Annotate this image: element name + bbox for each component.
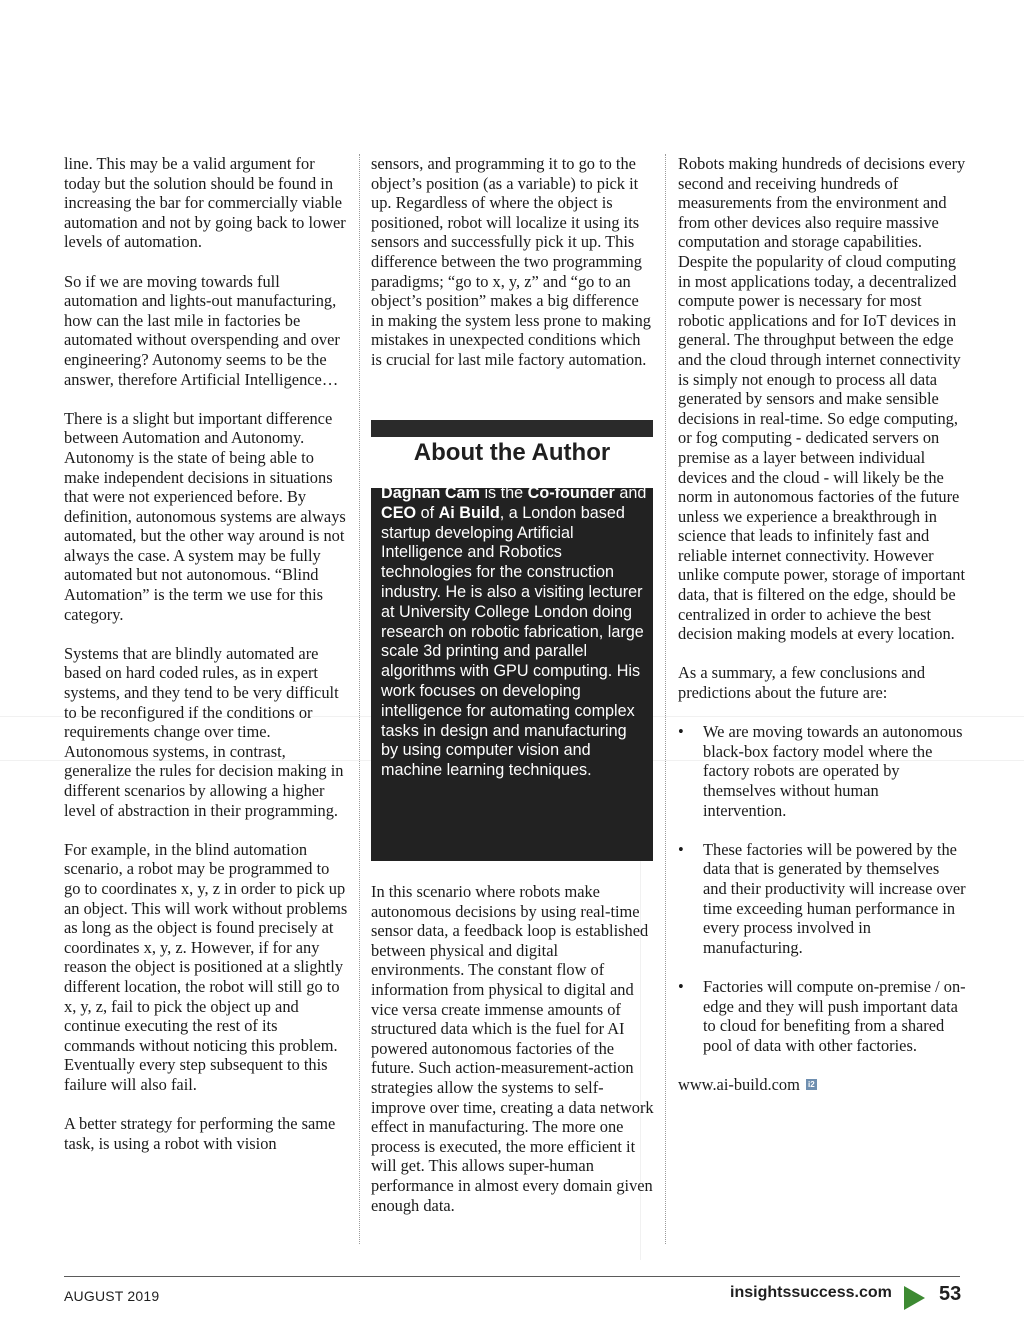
paragraph: A better strategy for performing the same task, is using a robot with vision [64,1114,336,1153]
bio-text-fragment: , a London based startup developing Artificial Intelligence and Robotics technologies for the construction industry. He is also a visiting lecturer at University College London doing research on robotic fabrication, large scale 3d printing and parallel algorithms with GPU computing. His work focuses on developing intelligence for automating complex tasks in design and manufacturing by using computer vision and machine learning techniques. [381,503,644,780]
arrow-right-icon [904,1286,925,1310]
end-mark-icon: i2 [806,1079,817,1090]
website-link[interactable]: www.ai-build.com [678,1074,800,1094]
website-line [678,1075,966,1095]
article-column-3 [678,154,966,1095]
paragraph: line. This may be a valid argument for today but the solution should be found in increasing the bar for commercially viable automation and not by going back to lower levels of automation. [64,154,346,252]
paragraph: Robots making hundreds of decisions every second and receiving hundreds of measurements from the environment and from other devices also require massive computation and storage capabilities. Despite the popularity of cloud computing in most applications today, a decentralized compute power is necessary for most robotic applications and for IoT devices in general. The throughput between the edge and the cloud through internet connectivity is simply not enough to process all data generated by sensors and make sensible decisions in real-time. So edge computing, or fog computing - dedicated servers on premise as a layer between individual devices and the cloud - will likely be the norm in autonomous factories of the future unless we experience a breakthrough in science that leads to infinitely fast and reliable internet connectivity. However unlike compute power, storage of important data, that is filtered on the edge, should be centralized in order to achieve the best decision making models at every location. [678,154,966,644]
about-author-heading: About the Author [413,439,611,466]
paragraph: In this scenario where robots make autonomous decisions by using real-time sensor data, a feedback loop is established between physical and digital environments. The constant flow of information from physical to digital and vice versa create immense amounts of structured data which is the fuel for AI powered autonomous factories of the future. Such action-measurement-action strategies allow the systems to self-improve over time, creating a data network effect in manufacturing. The more one process is executed, the more efficient it will get. This allows super-human performance in almost every domain given enough data. [371,882,654,1215]
company-name: Ai Build [438,503,500,522]
paragraph: Systems that are blindly automated are based on hard coded rules, as in expert systems, and they tend to be very difficult to be reconfigured if the conditions or requirements change over time. Autonomous systems, in contrast, generalize the rules for decision making in different scenarios by allowing a higher level of abstraction in their programming. [64,643,344,820]
article-column-2 [371,154,654,370]
author-name: Daghan Cam [381,484,480,502]
list-item: • Factories will compute on-premise / on-edge and they will push important data to cloud for benefiting from a shared pool of data with other factories. [678,977,966,1055]
article-column-1 [64,154,349,1153]
footer-rule [64,1276,960,1277]
author-role: CEO [381,503,417,522]
column-divider [359,154,360,1244]
author-box-top-bar [371,420,653,437]
paragraph: So if we are moving towards full automation and lights-out manufacturing, how can the last mile in factories be automated without overspending and over engineering? Autonomy seems to be the answer, therefore Artificial Intelligence… [64,271,340,389]
bio-text-fragment: is the [479,484,528,502]
page-number: 53 [939,1283,962,1305]
article-column-2-continued [371,882,654,1215]
author-bio [381,484,647,781]
column-divider [665,154,666,1244]
list-item: • These factories will be powered by the data that is generated by themselves and their productivity will increase over time exceeding human performance in every process involved in manufacturing. [678,840,966,958]
paragraph: For example, in the blind automation scenario, a robot may be programmed to go to coordinates x, y, z in order to pick up an object. This will work without problems as long as the object is found precisely at coordinates x, y, z. However, if for any reason the object is positioned at a slightly different location, the robot will still go to x, y, z, fail to pick the object up and continue executing the rest of its commands without noticing this problem. Eventually every step subsequent to this failure will also fail. [64,839,348,1094]
conclusions-list [678,722,966,1055]
bio-text-fragment: of [416,503,439,522]
paragraph: As a summary, a few conclusions and predictions about the future are: [678,663,926,703]
issue-date: AUGUST 2019 [64,1288,160,1304]
bio-text-fragment: and [614,484,647,502]
footer-site-name[interactable]: insightssuccess.com [730,1284,892,1301]
paragraph: sensors, and programming it to go to the object’s position (as a variable) to pick it up. Regardless of where the object is positioned, robot will localize it using its sensors and successfully pick it up. This difference between the two programming paradigms; “go to x, y, z” and “go to an object’s position” makes a big difference in making the system less prone to making mistakes in unexpected conditions which is crucial for last mile factory automation. [371,154,651,369]
list-item: • We are moving towards an autonomous black-box factory model where the factory robots are operated by themselves without human intervention. [678,722,966,820]
paragraph: There is a slight but important difference between Automation and Autonomy. Autonomy is the state of being able to make independent decisions in situations that were not experienced before. By definition, autonomous systems are always automated, but the other way around is not always the case. A system may be fully automated but not autonomous. “Blind Automation” is the term we use for this category. [64,408,346,624]
author-role: Co-founder [527,484,615,502]
